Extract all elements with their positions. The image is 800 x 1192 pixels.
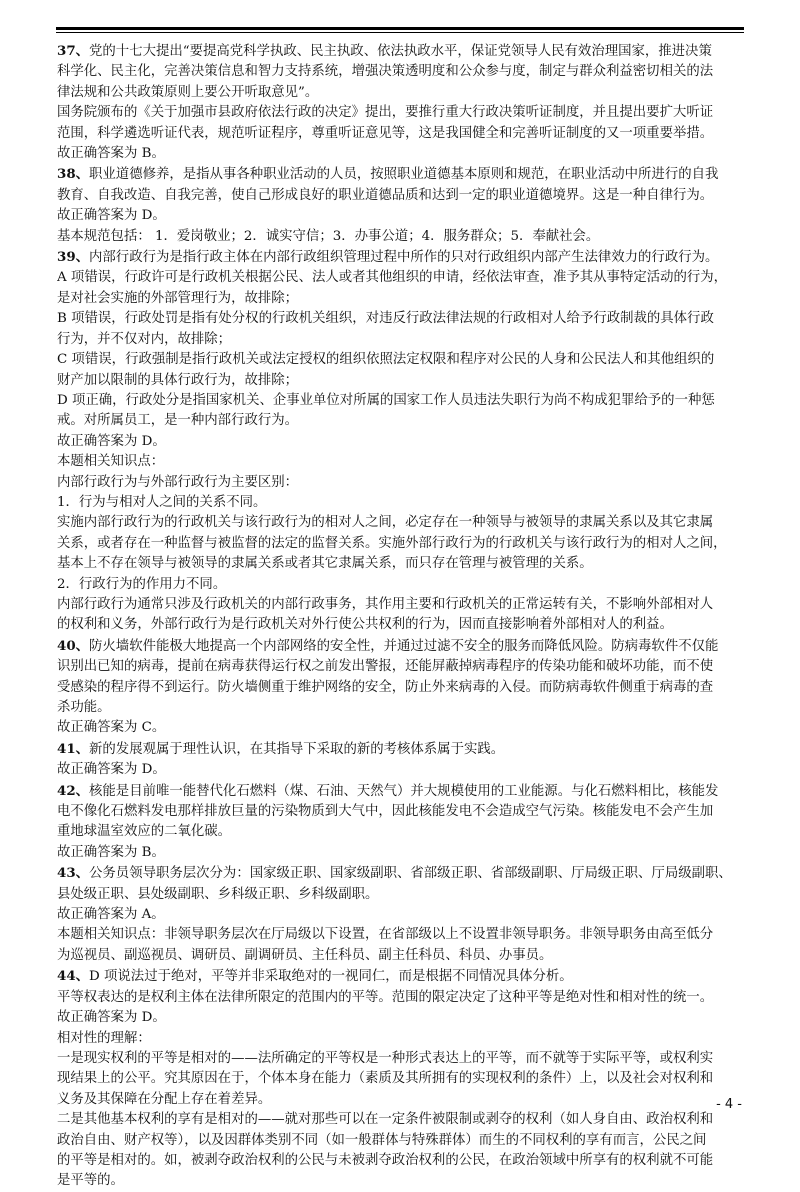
- line-text: 识别出已知的病毒，提前在病毒获得运行权之前发出警报，还能屏蔽掉病毒程序的传染功能和破坏功能，而不使: [57, 659, 714, 675]
- line-text: 故正确答案为 C。: [57, 720, 166, 736]
- line-text: 县处级正职、县处级副职、乡科级正职、乡科级副职。: [57, 886, 379, 902]
- question-number: 39、: [57, 249, 90, 266]
- text-line: [57, 124, 745, 144]
- text-line: [57, 452, 745, 472]
- line-text: 现结果上的公平。究其原因在于，个体本身在能力（素质及其所拥有的实现权利的条件）上，以及社会对权利和: [57, 1071, 714, 1087]
- text-line: [57, 554, 745, 574]
- text-line: [57, 391, 745, 411]
- line-text: D 项正确，行政处分是指国家机关、企事业单位对所属的国家工作人员违法失职行为尚不构成犯罪给予的一种惩: [57, 392, 715, 408]
- text-line: [57, 83, 745, 103]
- text-line: [57, 946, 745, 966]
- line-text: 平等权表达的是权利主体在法律所限定的范围内的平等。范围的限定决定了这种平等是绝对性和相对性的统一。: [57, 989, 714, 1005]
- question-start-line: [57, 966, 745, 987]
- line-text: 政治自由、财产权等），以及因群体类别不同（如一般群体与特殊群体）而生的不同权利的享有而言，公民之间: [57, 1132, 707, 1148]
- line-text: 1．行为与相对人之间的关系不同。: [57, 494, 267, 510]
- text-line: [57, 1171, 745, 1191]
- line-text: 国务院颁布的《关于加强市县政府依法行政的决定》提出，要推行重大行政决策听证制度，并且提出要扩大听证: [57, 105, 714, 121]
- line-text: 的权利和义务，外部行政行为是行政机关对外行使公共权利的行为，因而直接影响着外部相对人的利益。: [57, 617, 673, 633]
- question-start-line: [57, 781, 745, 802]
- text-line: [57, 513, 745, 533]
- header-rule-thin: [56, 32, 744, 33]
- question-start-line: [57, 863, 745, 884]
- line-text: 是对社会实施的外部管理行为，故排除；: [57, 290, 299, 306]
- line-text: 是平等的。: [57, 1173, 124, 1189]
- line-text: 防火墙软件能极大地提高一个内部网络的安全性，并通过过滤不安全的服务而降低风险。防病毒软件不仅能: [89, 638, 719, 654]
- text-line: [57, 371, 745, 391]
- line-text: A 项错误，行政许可是行政机关根据公民、法人或者其他组织的申请，经依法审查，准予其从事特定活动的行为，: [57, 270, 728, 286]
- line-text: 职业道德修养，是指从事各种职业活动的人员，按照职业道德基本原则和规范，在职业活动中所进行的自我: [89, 167, 719, 183]
- line-text: 二是其他基本权利的享有是相对的——就对那些可以在一定条件被限制或剥夺的权利（如人身自由、政治权利和: [57, 1112, 714, 1128]
- text-line: [57, 309, 745, 329]
- line-text: B 项错误，行政处罚是指有处分权的行政机关组织，对违反行政法律法规的行政相对人给予行政制裁的具体行政: [57, 311, 714, 327]
- text-line: [57, 227, 745, 247]
- text-line: [57, 350, 745, 370]
- line-text: D 项说法过于绝对，平等并非采取绝对的一视同仁，而是根据不同情况具体分析。: [89, 969, 573, 985]
- text-line: [57, 822, 745, 842]
- line-text: 党的十七大提出“要提高党科学执政、民主执政、依法执政水平，保证党领导人民有效治理国家，推进决策: [89, 44, 712, 59]
- question-start-line: [57, 636, 745, 657]
- text-line: [57, 905, 745, 925]
- line-text: 故正确答案为 D。: [57, 762, 166, 778]
- text-line: [57, 186, 745, 206]
- line-text: 律法规和公共政策原则上要公开听取意见”。: [57, 84, 319, 100]
- line-text: 实施内部行政行为的行政机关与该行政行为的相对人之间，必定存在一种领导与被领导的隶属关系以及其它隶属: [57, 515, 714, 531]
- line-text: 义务及其保障在分配上存在着差异。: [57, 1091, 272, 1107]
- text-line: [57, 534, 745, 554]
- line-text: 重地球温室效应的二氧化碳。: [57, 824, 232, 840]
- line-text: 一是现实权利的平等是相对的——法所确定的平等权是一种形式表达上的平等，而不就等于实际平等，或权利实: [57, 1050, 714, 1066]
- text-line: [57, 885, 745, 905]
- text-line: [57, 62, 745, 82]
- line-text: 科学化、民主化，完善决策信息和智力支持系统，增强决策透明度和公众参与度，制定与群众利益密切相关的法: [57, 64, 714, 80]
- line-text: 公务员领导职务层次分为：国家级正职、国家级副职、省部级正职、省部级副职、厅局级正职、厅局级副职、: [89, 866, 732, 882]
- text-line: [57, 760, 745, 780]
- line-text: 内部行政行为是指行政主体在内部行政组织管理过程中所作的只对行政组织内部产生法律效力的行政行为。: [89, 250, 719, 266]
- line-text: 内部行政行为与外部行政行为主要区别：: [57, 474, 299, 490]
- text-line: [57, 493, 745, 513]
- line-text: 关系，或者存在一种监督与被监督的法定的监督关系。实施外部行政行为的行政机关与该行政行为的相对人之间，: [57, 535, 727, 551]
- text-line: [57, 718, 745, 738]
- line-text: 范围，科学遴选听证代表，规范听证程序，尊重听证意见等，这是我国健全和完善听证制度的又一项重要举措。: [57, 125, 714, 141]
- text-line: [57, 575, 745, 595]
- text-line: [57, 678, 745, 698]
- line-text: 故正确答案为 D。: [57, 1010, 166, 1026]
- question-start-line: [57, 41, 745, 62]
- line-text: 受感染的程序得不到运行。防火墙侧重于维护网络的安全，防止外来病毒的入侵。而防病毒软件侧重于病毒的查: [57, 679, 714, 695]
- page-number: - 4 -: [716, 1097, 742, 1112]
- text-line: [57, 103, 745, 123]
- line-text: 故正确答案为 D。: [57, 208, 166, 224]
- text-line: [57, 1008, 745, 1028]
- line-text: 财产加以限制的具体行政行为，故排除；: [57, 372, 299, 388]
- question-number: 40、: [57, 637, 90, 654]
- line-text: 故正确答案为 D。: [57, 433, 166, 449]
- line-text: 戒。对所属员工，是一种内部行政行为。: [57, 413, 299, 429]
- question-number: 44、: [57, 968, 90, 985]
- line-text: 本题相关知识点：非领导职务层次在厅局级以下设置，在省部级以上不设置非领导职务。非领导职务由高至低分: [57, 927, 714, 943]
- line-text: 的平等是相对的。如，被剥夺政治权利的公民与未被剥夺政治权利的公民，在政治领域中所享有的权利就不可能: [57, 1152, 714, 1168]
- question-start-line: [57, 164, 745, 185]
- line-text: 基本上不存在领导与被领导的隶属关系或者其它隶属关系，而只存在管理与被管理的关系。: [57, 556, 593, 572]
- question-number: 37、: [57, 43, 90, 59]
- text-line: [57, 473, 745, 493]
- line-text: 本题相关知识点：: [57, 454, 165, 470]
- line-text: 故正确答案为 A。: [57, 907, 165, 923]
- text-line: [57, 843, 745, 863]
- text-line: [57, 1049, 745, 1069]
- line-text: 内部行政行为通常只涉及行政机关的内部行政事务，其作用主要和行政机关的正常运转有关，不影响外部相对人: [57, 596, 714, 612]
- question-start-line: [57, 739, 745, 760]
- document-body: [57, 41, 745, 1192]
- text-line: [57, 289, 745, 309]
- text-line: [57, 925, 745, 945]
- text-line: [57, 802, 745, 822]
- header-rule-thick: [56, 27, 744, 30]
- line-text: 相对性的理解：: [57, 1030, 151, 1046]
- text-line: [57, 595, 745, 615]
- text-line: [57, 1110, 745, 1130]
- text-line: [57, 615, 745, 635]
- text-line: [57, 1151, 745, 1171]
- question-number: 41、: [57, 740, 90, 757]
- text-line: [57, 432, 745, 452]
- line-text: 教育、自我改造、自我完善，使自己形成良好的职业道德品质和达到一定的职业道德境界。这是一种自律行为。: [57, 187, 714, 203]
- text-line: [57, 1029, 745, 1049]
- text-line: [57, 330, 745, 350]
- line-text: 核能是目前唯一能替代化石燃料（煤、石油、天然气）并大规模使用的工业能源。与化石燃料相比，核能发: [89, 783, 719, 799]
- line-text: 故正确答案为 B。: [57, 146, 165, 162]
- question-number: 42、: [57, 782, 90, 799]
- line-text: 2．行政行为的作用力不同。: [57, 576, 227, 592]
- text-line: [57, 1131, 745, 1151]
- text-line: [57, 206, 745, 226]
- text-line: [57, 144, 745, 164]
- line-text: 行为，并不仅对内，故排除；: [57, 331, 232, 347]
- text-line: [57, 268, 745, 288]
- line-text: 基本规范包括： 1．爱岗敬业；2．诚实守信；3．办事公道；4．服务群众；5．奉献社会。: [57, 228, 600, 244]
- text-line: [57, 698, 745, 718]
- text-line: [57, 988, 745, 1008]
- text-line: [57, 1090, 745, 1110]
- line-text: 杀功能。: [57, 700, 111, 715]
- line-text: 为巡视员、副巡视员、调研员、副调研员、主任科员、副主任科员、科员、办事员。: [57, 947, 553, 963]
- line-text: 电不像化石燃料发电那样排放巨量的污染物质到大气中，因此核能发电不会造成空气污染。核能发电不会产生加: [57, 804, 714, 820]
- text-line: [57, 657, 745, 677]
- line-text: 故正确答案为 B。: [57, 844, 165, 860]
- question-start-line: [57, 247, 745, 268]
- text-line: [57, 1069, 745, 1089]
- line-text: 新的发展观属于理性认识，在其指导下采取的新的考核体系属于实践。: [89, 741, 505, 757]
- line-text: C 项错误，行政强制是指行政机关或法定授权的组织依照法定权限和程序对公民的人身和公民法人和其他组织的: [57, 352, 715, 368]
- question-number: 38、: [57, 166, 90, 183]
- question-number: 43、: [57, 865, 90, 882]
- text-line: [57, 411, 745, 431]
